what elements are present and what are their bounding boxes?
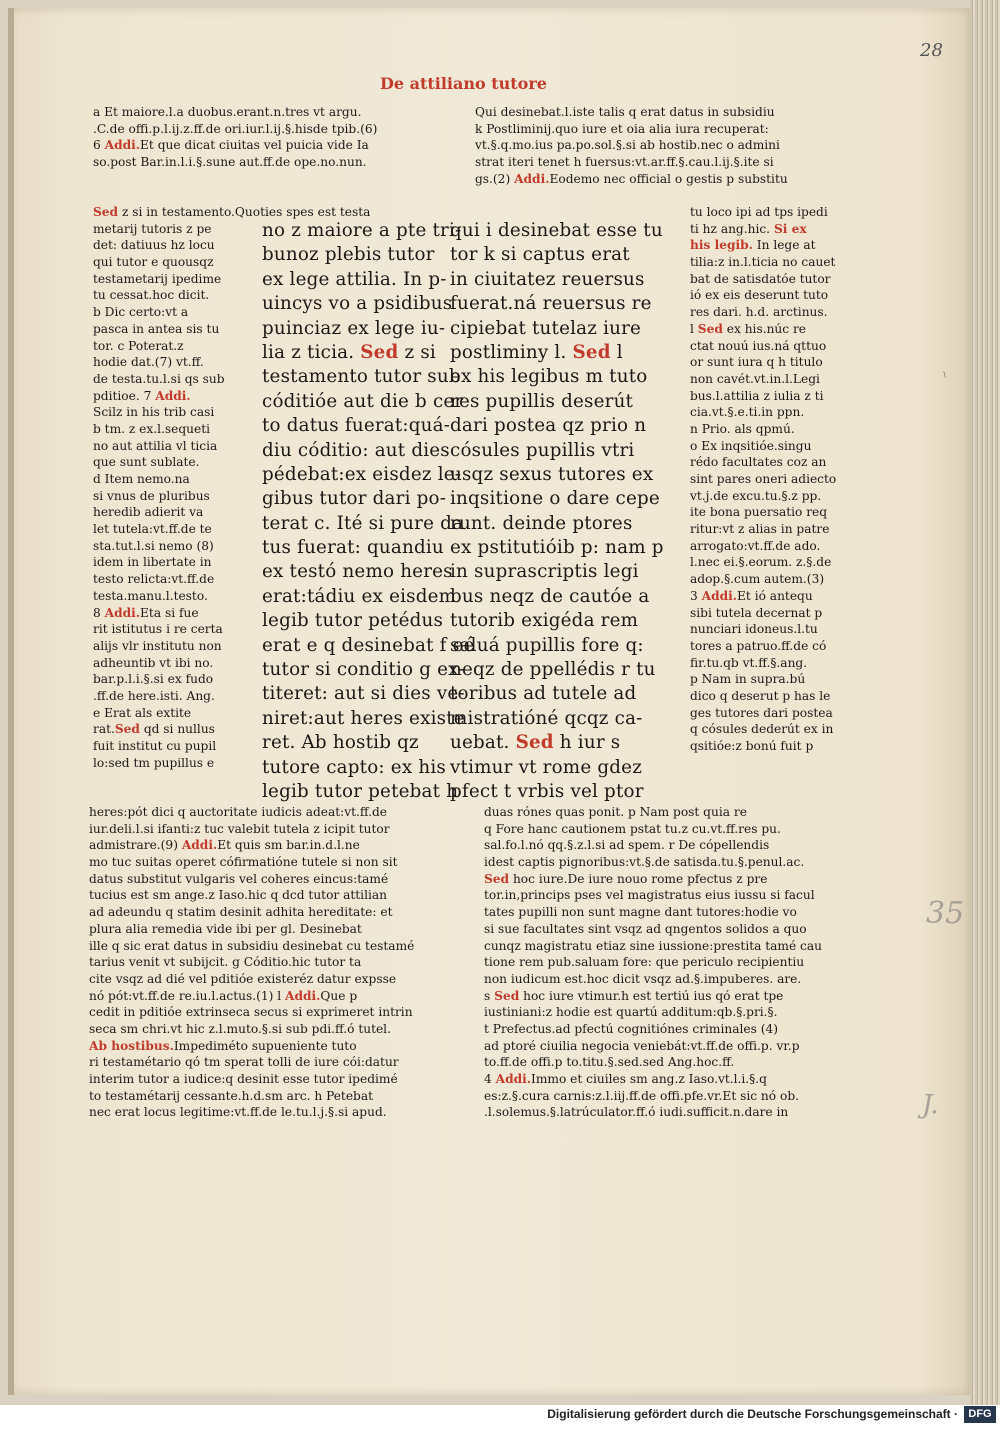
text-line: idem in libertate in (93, 555, 212, 570)
text-line: si sue facultates sint vsqz ad qngentos solidos a quo (484, 921, 807, 936)
text-line: Ab hostibus.Impediméto supueniente tuto (89, 1038, 357, 1053)
text-line: tutor si conditio g ex- (262, 659, 465, 681)
text-line: erat e q desinebat f eé (262, 634, 475, 656)
page-stack-edge (970, 0, 1000, 1410)
text-line: tu loco ipi ad tps ipedi (690, 205, 828, 219)
text-line: Scilz in his trib casi (93, 405, 215, 420)
text-line: n Prio. als qpmú. (690, 421, 795, 436)
text-line: tarius venit vt subijcit. g Códitio.hic tutor ta (89, 955, 362, 970)
text-line: bus neqz de cautóe a (450, 585, 650, 607)
margin-note-faint: ~ (936, 367, 953, 382)
text-line: sibi tutela decernat p (690, 605, 823, 620)
text-line: so.post Bar.in.l.i.§.sune aut.ff.de ope.no.nun. (93, 155, 367, 170)
text-line: his legib. In lege at (690, 238, 816, 253)
page-title: De attiliano tutore (380, 74, 547, 93)
text-line: ti hz ang.hic. Si ex (690, 221, 807, 236)
text-line: ctat nouú ius.ná qttuo (690, 338, 827, 353)
text-line: fir.tu.qb vt.ff.§.ang. (690, 655, 808, 670)
text-line: testamento tutor sub (262, 366, 461, 388)
text-line: inqsitione o dare cepe (450, 488, 660, 510)
text-line: bus.l.attilia z iulia z ti (690, 388, 824, 403)
dfg-logo: DFG (964, 1406, 996, 1423)
text-line: dico q deserut p has le (690, 688, 831, 703)
text-line: saluá pupillis fore q: (450, 634, 644, 656)
text-line: ritur:vt z alias in patre (690, 522, 830, 537)
text-line: gs.(2) Addi.Eodemo nec official o gestis p substitu (475, 171, 788, 186)
text-line: adop.§.cum autem.(3) (690, 572, 825, 587)
margin-note-mark: J. (922, 1090, 939, 1120)
text-line: vtimur vt rome gdez (450, 756, 643, 778)
text-line: uincys vo a psidibus (262, 293, 453, 315)
text-line: ges tutores dari postea (690, 705, 833, 720)
text-line: .C.de offi.p.l.ij.z.ff.de ori.iur.l.ij.§.hisde tpib.(6) (93, 121, 378, 136)
text-line: uebat. Sed h iur s (450, 732, 621, 754)
text-line: cedit in pditióe extrinseca secus si exprimeret intrin (89, 1005, 413, 1020)
text-line: ad adeundu q statim desinit adhita hereditate: et (89, 905, 393, 920)
text-line: de testa.tu.l.si qs sub (93, 371, 225, 386)
text-line: ille q sic erat datus in subsidiu desinebat cu testamé (89, 938, 415, 953)
text-line: datus substitut vulgaris vel coheres eincus:tamé (89, 871, 389, 886)
text-line: b Dic certo:vt a (93, 305, 189, 320)
text-line: o Ex inqsitióe.singu (690, 438, 812, 453)
text-line: .ff.de here.isti. Ang. (93, 688, 215, 703)
text-line: si vnus de pluribus (93, 488, 210, 503)
text-line: in ciuitatez reuersus (450, 268, 645, 290)
text-line: testametarij ipedime (93, 271, 222, 286)
text-line: 6 Addi.Et que dicat ciuitas vel puicia vide Ia (93, 138, 369, 153)
text-line: cipiebat tutelaz iure (450, 317, 642, 339)
text-line: niret:aut heres existe (262, 707, 465, 729)
gloss-right-column (690, 204, 836, 755)
text-line: nunciari idoneus.l.tu (690, 622, 818, 637)
text-line: or sunt iura q h titulo (690, 355, 823, 370)
text-line: rédo facultates coz an (690, 455, 827, 470)
text-line: fuerat.ná reuersus re (450, 293, 652, 315)
text-line: no z maiore a pte tri- (262, 220, 462, 241)
text-line: códitióe aut die b cer (262, 390, 464, 412)
text-line: ri testamétario qó tm sperat tolli de iure cói:datur (89, 1055, 399, 1070)
text-line: erat:tádiu ex eisdem (262, 585, 457, 607)
text-line: seca sm chri.vt hic z.l.muto.§.si sub pdi.ff.ó tutel. (89, 1021, 391, 1036)
text-line: neqz de ppellédis r tu (450, 659, 656, 681)
text-line: ad ptoré ciuilia negocia veniebát:vt.ff.de offi.p. vr.p (484, 1038, 800, 1053)
text-line: s Sed hoc iure vtimur.h est tertiú ius qó erat tpe (484, 988, 784, 1003)
text-line: Sed hoc iure.De iure nouo rome pfectus z pre (484, 871, 768, 886)
text-line: ret. Ab hostib qz (262, 732, 419, 754)
text-line: ió ex eis deserunt tuto (690, 288, 829, 303)
text-line: tates pupilli non sunt magne dant tutores:hodie vo (484, 905, 797, 920)
text-line: let tutela:vt.ff.de te (93, 522, 212, 537)
text-line: es:z.§.cura carnis:z.l.iij.ff.de offi.pfe.vr.Et sic nó ob. (484, 1088, 800, 1103)
text-line: q Fore hanc cautionem pstat tu.z cu.vt.ff.res pu. (484, 821, 781, 836)
gloss-bottom-left (89, 804, 414, 1121)
text-line: k Postliminij.quo iure et oia alia iura recuperat: (475, 121, 769, 136)
text-line: usqz sexus tutores ex (450, 463, 654, 485)
text-line: legib tutor petebat h (262, 780, 459, 802)
text-line: vt.§.q.mo.ius pa.po.sol.§.si ab hostib.nec o admini (475, 138, 780, 153)
text-line: strat iteri tenet h fuersus:vt.ar.ff.§.cau.l.ij.§.ite si (475, 155, 774, 170)
text-line: qui tutor e quousqz (93, 255, 214, 270)
text-line: pfect t vrbis vel ptor (450, 780, 644, 802)
text-line: to datus fuerat:quá- (262, 415, 451, 437)
text-line: testo relicta:vt.ff.de (93, 572, 215, 587)
text-line: cósules pupillis vtri (450, 439, 635, 461)
text-line: testa.manu.l.testo. (93, 588, 208, 603)
text-line: tu cessat.hoc dicit. (93, 288, 210, 303)
text-line: plura alia remedia vide ibi per gl. Desinebat (89, 921, 362, 936)
text-line: tor. c Poterat.z (93, 338, 184, 353)
text-line: pditioe. 7 Addi. (93, 388, 191, 403)
text-line: d Item nemo.na (93, 472, 190, 486)
text-line: tione rem pub.saluam fore: que periculo recipientiu (484, 955, 805, 970)
text-line: p Nam in supra.bú (690, 672, 806, 687)
gloss-top-left (93, 104, 377, 171)
text-line: cunqz magistratu etiaz sine iussione:prestita tamé cau (484, 938, 823, 953)
text-line: tus fuerat: quandiu (262, 537, 444, 559)
text-line: lo:sed tm pupillus e (93, 755, 215, 770)
text-line: terat c. Ité si pure da (262, 512, 464, 534)
text-line: tor.in,princips pses vel magistratus eius iussu si facul (484, 888, 815, 903)
text-line: heredib adierit va (93, 505, 204, 520)
gloss-top-right (475, 104, 788, 187)
text-line: res pupillis deserút (450, 390, 634, 412)
text-line: postliminy l. Sed l (450, 341, 623, 363)
text-line: a Et maiore.l.a duobus.erant.n.tres vt argu. (93, 105, 362, 119)
text-line: tilia:z in.l.ticia no cauet (690, 255, 836, 270)
gloss-bottom-right (484, 804, 822, 1121)
text-line: fuit institut cu pupil (93, 739, 217, 753)
text-line: mistratióné qcqz ca- (450, 707, 643, 729)
text-line: cite vsqz ad dié vel pditióe existeréz datur expsse (89, 971, 397, 986)
text-line: lia z ticia. Sed z si (262, 341, 436, 363)
text-line: runt. deinde ptores (450, 512, 633, 534)
text-line: non iudicum est.hoc dicit vsqz ad.§.impuberes. are. (484, 971, 802, 986)
text-line: tor k si captus erat (450, 244, 630, 266)
text-line: sint pares oneri adiecto (690, 472, 837, 486)
text-line: cia.vt.§.e.ti.in ppn. (690, 405, 805, 420)
text-line: 3 Addi.Et ió antequ (690, 588, 813, 603)
text-line: arrogato:vt.ff.de ado. (690, 538, 821, 553)
text-line: 8 Addi.Eta si fue (93, 605, 199, 620)
text-line: ex pstitutióib p: nam p (450, 537, 664, 559)
text-line: tutore capto: ex his (262, 756, 446, 778)
text-line: adheuntib vt ibi no. (93, 655, 214, 670)
text-line: non cavét.vt.in.l.Legi (690, 371, 820, 386)
text-line: vt.j.de excu.tu.§.z pp. (690, 488, 822, 503)
text-line: ex lege attilia. In p- (262, 268, 447, 290)
text-line: titeret: aut si dies ve- (262, 683, 465, 705)
text-line: pédebat:ex eisdez le- (262, 463, 462, 485)
text-line: t Prefectus.ad pfectú cognitiónes criminales (4) (484, 1021, 779, 1036)
text-line: e Erat als extite (93, 705, 192, 720)
text-line: heres:pót dici q auctoritate iudicis adeat:vt.ff.de (89, 805, 388, 819)
main-text-right (450, 219, 664, 804)
text-line: det: datiuus hz locu (93, 238, 215, 253)
text-line: puinciaz ex lege iu- (262, 317, 446, 339)
text-line: ex testó nemo heres (262, 561, 453, 583)
text-line: tucius est sm ange.z Iaso.hic q dcd tutor attilian (89, 888, 387, 903)
text-line: iur.deli.l.si ifanti:z tuc valebit tutela z icipit tutor (89, 821, 390, 836)
text-line: alijs vlr institutu non (93, 638, 222, 653)
text-line: tutorib exigéda rem (450, 610, 639, 632)
text-line: hodie dat.(7) vt.ff. (93, 355, 204, 370)
text-line: ex his legibus m tuto (450, 366, 648, 388)
text-line: tores a patruo.ff.de có (690, 638, 827, 653)
funding-notice: Digitalisierung gefördert durch die Deutsche Forschungsgemeinschaft · (547, 1407, 958, 1421)
text-line: toribus ad tutele ad (450, 683, 637, 705)
text-line: l Sed ex his.núc re (690, 321, 807, 336)
text-line: interim tutor a iudice:q desinit esse tutor ipedimé (89, 1072, 398, 1086)
text-line: bunoz plebis tutor (262, 244, 435, 266)
text-line: no aut attilia vl ticia (93, 438, 218, 453)
text-line: l.nec ei.§.eorum. z.§.de (690, 555, 832, 570)
text-line: ite bona puersatio req (690, 505, 828, 520)
text-line: res dari. h.d. arctinus. (690, 305, 828, 320)
text-line: in suprascriptis legi (450, 561, 639, 583)
main-text-left (262, 219, 475, 804)
text-line: iustiniani:z hodie est quartú additum:qb.§.pri.§. (484, 1005, 778, 1020)
folio-number: 28 (920, 40, 943, 61)
text-line: sal.fo.l.nó qq.§.z.l.si ad spem. r De cópellendis (484, 838, 770, 853)
text-line: qui i desinebat esse tu (450, 220, 663, 241)
text-line: pasca in antea sis tu (93, 321, 220, 336)
text-line: que sunt sublate. (93, 455, 200, 470)
text-line: nó pót:vt.ff.de re.iu.l.actus.(1) l Addi.Que p (89, 988, 358, 1003)
text-line: rit istitutus i re certa (93, 622, 223, 637)
text-line: q cósules dederút ex in (690, 722, 834, 737)
text-line: bat de satisdatóe tutor (690, 271, 831, 286)
text-line: Qui desinebat.l.iste talis q erat datus in subsidiu (475, 105, 775, 119)
margin-note-number: 35 (926, 896, 965, 931)
text-line: to testamétarij cessante.h.d.sm arc. h Petebat (89, 1088, 374, 1103)
text-line: idest captis pignoribus:vt.§.de satisda.tu.§.penul.ac. (484, 855, 805, 870)
text-line: rat.Sed qd si nullus (93, 722, 215, 737)
text-line: b tm. z ex.l.sequeti (93, 421, 211, 436)
text-line: diu códitio: aut dies (262, 439, 450, 461)
text-line: metarij tutoris z pe (93, 221, 212, 236)
text-line: qsitióe:z bonú fuit p (690, 739, 814, 753)
text-line: mo tuc suitas operet cófirmatióne tutele si non sit (89, 855, 398, 870)
text-line: .l.solemus.§.latrúculator.ff.ó iudi.sufficit.n.dare in (484, 1105, 789, 1120)
text-line: dari postea qz prio n (450, 415, 647, 437)
text-line: nec erat locus legitime:vt.ff.de le.tu.l.j.§.si apud. (89, 1105, 387, 1120)
text-line: legib tutor petédus (262, 610, 444, 632)
text-line: gibus tutor dari po- (262, 488, 447, 510)
text-line: to.ff.de offi.p to.titu.§.sed.sed Ang.hoc.ff. (484, 1055, 735, 1070)
text-line: Sed z si in testamento.Quoties spes est testa (93, 205, 371, 219)
text-line: 4 Addi.Immo et ciuiles sm ang.z Iaso.vt.l.i.§.q (484, 1072, 767, 1086)
text-line: admistrare.(9) Addi.Et quis sm bar.in.d.l.ne (89, 838, 360, 853)
text-line: sta.tut.l.si nemo (8) (93, 538, 214, 553)
text-line: duas rónes quas ponit. p Nam post quia re (484, 805, 747, 819)
text-line: bar.p.l.i.§.si ex fudo (93, 672, 214, 687)
